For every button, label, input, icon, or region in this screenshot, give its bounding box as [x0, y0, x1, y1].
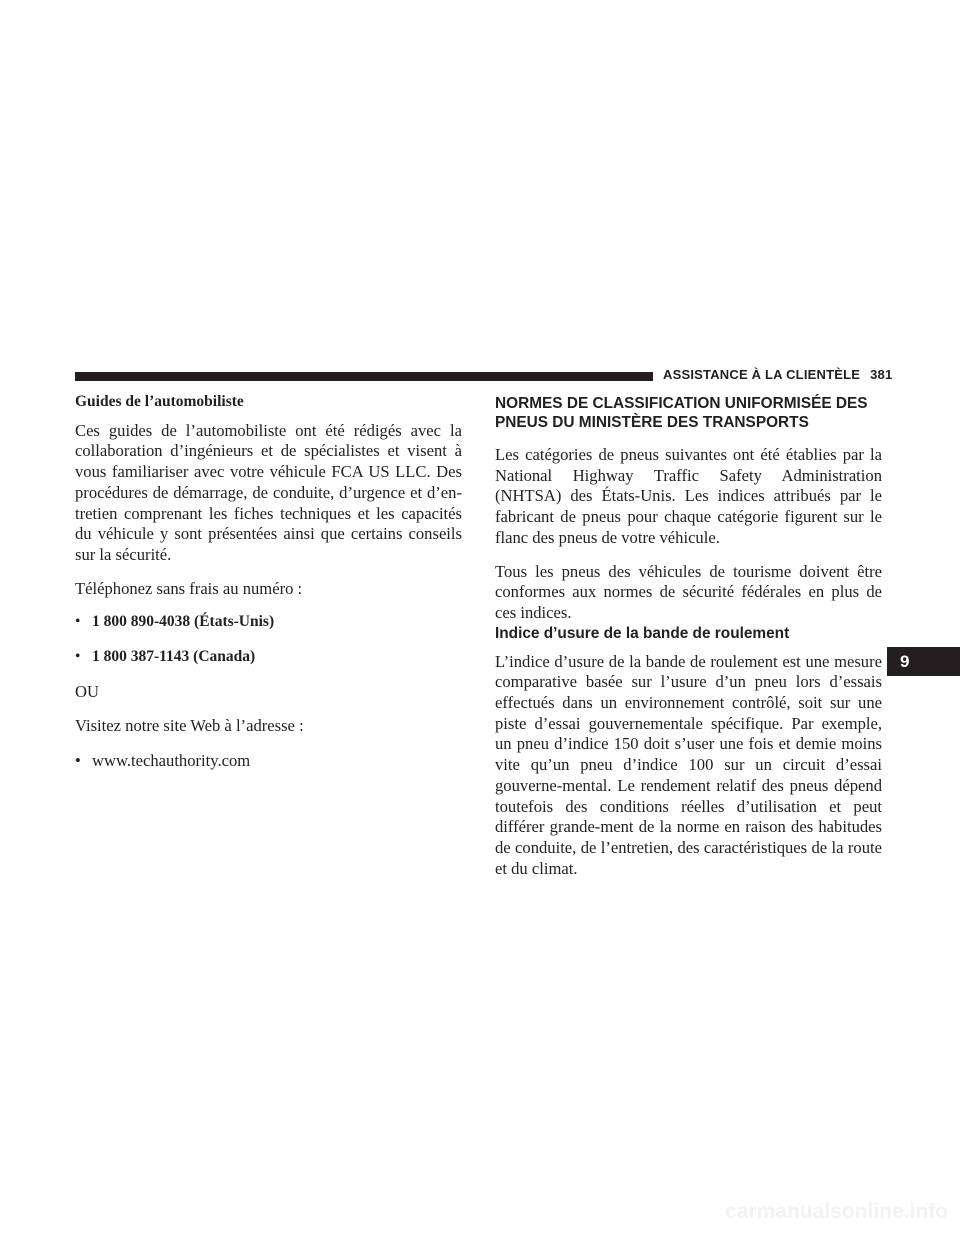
- phone-number-canada: [75, 647, 462, 668]
- phone-number-text: 1 800 890-4038 (États-Unis): [92, 613, 275, 631]
- phone-intro: Téléphonez sans frais au numéro :: [75, 578, 303, 598]
- guides-paragraph: Ces guides de l’automobiliste ont été rédigés avec la collaboration d’ingénieurs et de spécialistes et visent à vous familiariser avec votre véhicule FCA US LLC. Des procédures de démarrage, de conduite, d’urgence et d’en-tretien comprenant les fiches techniques et les capacités du véhicule y sont présentées ainsi que certains conseils sur la sécurité.: [75, 420, 462, 564]
- website-link[interactable]: www.techauthority.com: [92, 751, 251, 771]
- website-item: [75, 751, 462, 772]
- treadwear-subheading: Indice d’usure de la bande de roulement: [495, 624, 790, 642]
- chapter-title: ASSISTANCE À LA CLIENTÈLE: [663, 367, 861, 382]
- phone-number-us: [75, 612, 462, 633]
- web-list: [75, 751, 462, 772]
- section-heading: [495, 392, 882, 432]
- left-column: [75, 392, 462, 772]
- bullet-icon: •: [75, 751, 81, 771]
- phone-list: [75, 612, 462, 667]
- bullet-icon: •: [75, 648, 81, 666]
- page-number: 381: [870, 367, 893, 382]
- right-column: [495, 392, 882, 879]
- web-intro: Visitez notre site Web à l’adresse :: [75, 716, 304, 736]
- treadwear-paragraph: L’indice d’usure de la bande de roulement est une mesure comparative basée sur l’usure d’un pneu lors d’essais effectués dans un environnement contrôlé, soit sur une piste d’essai gouvernementale spécifique. Par exemple, un pneu d’indice 150 doit s’user une fois et demie moins vite qu’un pneu d’indice 100 sur un circuit d’essai gouverne-mental. Le rendement relatif des pneus dépend toutefois des conditions réelles d’utilisation et peut différer grande-ment de la norme en raison des habitudes de conduite, de l’entretien, des caractéristiques de la route et du climat.: [495, 651, 882, 878]
- guides-subheading: Guides de l’automobiliste: [75, 393, 244, 410]
- section-heading-line: NORMES DE CLASSIFICATION UNIFORMISÉE DES: [495, 395, 868, 412]
- or-text: OU: [75, 681, 99, 701]
- running-header: [663, 367, 892, 382]
- chapter-tab: 9: [887, 647, 960, 676]
- bullet-icon: •: [75, 613, 81, 631]
- footer-watermark: carmanualsonline.info: [725, 1200, 948, 1223]
- phone-number-text: 1 800 387-1143 (Canada): [92, 648, 256, 666]
- section-heading-line: PNEUS DU MINISTÈRE DES TRANSPORTS: [495, 414, 809, 431]
- tire-categories-paragraph: Les catégories de pneus suivantes ont été établies par la National Highway Traffic Safety Administration (NHTSA) des États-Unis. Les indices attribués par le fabricant de pneus pour chaque catégorie figurent sur le flanc des pneus de votre véhicule.: [495, 445, 882, 547]
- passenger-tires-paragraph: Tous les pneus des véhicules de tourisme doivent être conformes aux normes de sécurité fédérales en plus de ces indices.: [495, 561, 882, 622]
- header-rule: [75, 372, 653, 381]
